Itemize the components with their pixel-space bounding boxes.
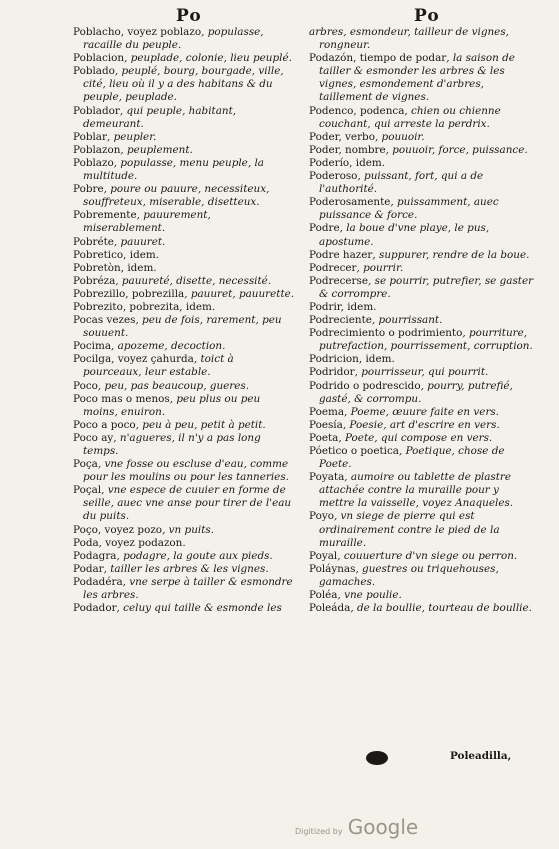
digitized-label: Digitized by bbox=[295, 827, 343, 836]
entry-definition: , apozeme, decoction. bbox=[111, 340, 226, 353]
entry-headword: Pobretico, idem. bbox=[73, 248, 160, 261]
entry-headword: Poco ay bbox=[73, 431, 114, 444]
dictionary-entry bbox=[73, 236, 295, 249]
entry-headword: Podenco, podenca bbox=[309, 104, 405, 117]
entry-headword: Poder, verbo bbox=[309, 130, 375, 143]
dictionary-entry bbox=[309, 353, 535, 366]
entry-definition: , vne serpe à tailler & esmondre les arbres. bbox=[83, 575, 293, 602]
entry-headword: Poblazo bbox=[73, 156, 114, 169]
entry-headword: Poco mas o menos bbox=[73, 392, 170, 405]
entry-headword: Podricion, idem. bbox=[309, 353, 395, 366]
entry-definition: , celuy qui taille & esmonde les bbox=[116, 602, 282, 615]
entry-definition: , Poesie, art d'escrire en vers. bbox=[342, 418, 500, 431]
dictionary-entry bbox=[309, 301, 535, 314]
entry-definition: , vne fosse ou escluse d'eau, comme pour les moulins ou pour les tanneries. bbox=[83, 458, 289, 484]
dictionary-entry bbox=[309, 170, 535, 196]
dictionary-entry bbox=[73, 301, 295, 314]
entry-definition: , podagre, la goute aux pieds. bbox=[116, 549, 273, 562]
dictionary-entry bbox=[73, 419, 295, 432]
dictionary-entry bbox=[73, 314, 295, 340]
dictionary-entry bbox=[73, 105, 295, 131]
entry-headword: Podrecimiento o podrimiento bbox=[309, 327, 463, 340]
entry-definition: , peupler. bbox=[106, 130, 157, 143]
entry-headword: Poblacion bbox=[73, 52, 125, 65]
dictionary-entry bbox=[73, 157, 295, 183]
entry-definition: , pourrisseur, qui pourrit. bbox=[354, 366, 489, 379]
entry-headword: Pobréte bbox=[73, 235, 114, 248]
entry-headword: Poláynas bbox=[309, 562, 356, 575]
entry-headword: Pobréza bbox=[73, 274, 116, 287]
dictionary-entry bbox=[73, 353, 295, 379]
entry-definition: , pauurement, miserablement. bbox=[83, 209, 211, 235]
entry-headword: Poblador bbox=[73, 104, 120, 117]
dictionary-entry bbox=[309, 131, 535, 144]
dictionary-entry bbox=[309, 157, 535, 170]
dictionary-entry bbox=[73, 393, 295, 419]
ink-blot bbox=[366, 751, 388, 765]
entry-definition: , Poeme, œuure faite en vers. bbox=[344, 405, 500, 418]
entry-definition: , Poetique, chose de Poete. bbox=[319, 445, 505, 471]
entry-headword: Podador bbox=[73, 602, 117, 615]
entry-headword: Poderosamente bbox=[309, 196, 391, 209]
entry-definition: , puissamment, auec puissance & force. bbox=[319, 196, 499, 222]
entry-definition: , vne espece de cuuier en forme de seille, auec vne anse pour tirer de l'eau du puits. bbox=[83, 484, 292, 523]
entry-definition: , peuplade, colonie, lieu peuplé. bbox=[124, 52, 292, 65]
digitized-watermark bbox=[295, 815, 418, 839]
dictionary-entry bbox=[73, 484, 295, 523]
entry-definition: , pauuret. bbox=[113, 235, 166, 248]
entry-headword: Poyata bbox=[309, 471, 345, 484]
entry-headword: Poça bbox=[73, 458, 98, 471]
entry-headword: Pobre bbox=[73, 183, 104, 196]
entry-definition: , pourrir. bbox=[356, 261, 404, 274]
dictionary-entry bbox=[73, 380, 295, 393]
entry-headword: Poder, nombre bbox=[309, 143, 386, 156]
entry-definition: , pourriture, putrefaction, pourrissement, corruption. bbox=[319, 327, 533, 353]
dictionary-entry bbox=[73, 26, 295, 52]
entry-headword: Poyo bbox=[309, 510, 334, 523]
entry-definition: , pouuoir. bbox=[374, 130, 425, 143]
entry-headword: Podre bbox=[309, 222, 340, 235]
entry-headword: Poblar bbox=[73, 130, 107, 143]
entry-definition: , chien ou chienne couchant, qui arreste la perdrix. bbox=[319, 104, 501, 130]
entry-definition: , qui peuple, habitant, demeurant. bbox=[83, 104, 237, 130]
dictionary-entry bbox=[309, 105, 535, 131]
entry-definition: , peu à peu, petit à petit. bbox=[135, 418, 266, 431]
entry-definition: , populasse, racaille du peuple. bbox=[83, 26, 264, 52]
entry-headword: Podrido o podrescido bbox=[309, 379, 421, 392]
entry-headword: Poesía bbox=[309, 418, 343, 431]
dictionary-entry bbox=[309, 471, 535, 510]
dictionary-entry bbox=[73, 537, 295, 550]
entry-headword: Podagra bbox=[73, 549, 117, 562]
dictionary-entry bbox=[309, 432, 535, 445]
entry-headword: Podridor bbox=[309, 366, 355, 379]
dictionary-entry bbox=[309, 589, 535, 602]
dictionary-entry bbox=[73, 432, 295, 458]
entry-definition: , suppurer, rendre de la boue. bbox=[372, 248, 530, 261]
entry-definition: , peu plus ou peu moins, enuiron. bbox=[83, 392, 261, 418]
dictionary-entry bbox=[73, 602, 295, 615]
entry-definition: , Poete, qui compose en vers. bbox=[338, 431, 493, 444]
dictionary-entry bbox=[309, 380, 535, 406]
dictionary-entry bbox=[73, 262, 295, 275]
entry-headword: Poyal bbox=[309, 549, 338, 562]
entry-definition: , pauuret, pauurette. bbox=[184, 287, 295, 300]
dictionary-entry bbox=[309, 262, 535, 275]
dictionary-entry bbox=[73, 144, 295, 157]
entry-definition: , de la boullie, tourteau de boullie. bbox=[350, 602, 532, 615]
running-head-left: Po bbox=[176, 6, 202, 26]
entry-headword: Poléa bbox=[309, 589, 338, 602]
dictionary-entry bbox=[309, 510, 535, 549]
entry-headword: Póetico o poetica bbox=[309, 445, 399, 457]
dictionary-entry bbox=[73, 340, 295, 353]
entry-definition: , se pourrir, putrefier, se gaster & corrompre. bbox=[319, 274, 534, 300]
entry-headword: Pobrezito, pobrezita, idem. bbox=[73, 300, 216, 313]
entry-headword: Pocas vezes bbox=[73, 314, 136, 327]
entry-definition: , pourry, putrefié, gasté, & corrompu. bbox=[319, 379, 513, 405]
entry-headword: Podreciente bbox=[309, 314, 372, 327]
dictionary-entry bbox=[73, 288, 295, 301]
dictionary-entry bbox=[309, 26, 535, 52]
dictionary-entry bbox=[309, 445, 535, 471]
left-column bbox=[73, 26, 295, 615]
entry-headword: Pobrezillo, pobrezilla bbox=[73, 287, 185, 300]
dictionary-entry bbox=[309, 222, 535, 248]
dictionary-entry bbox=[73, 52, 295, 65]
entry-headword: Podazón, tiempo de podar bbox=[309, 52, 447, 65]
entry-headword: Poleáda bbox=[309, 602, 351, 615]
entry-definition: arbres, esmondeur, tailleur de vignes, rongneur. bbox=[309, 26, 509, 52]
entry-headword: Poderoso bbox=[309, 170, 358, 183]
entry-definition: , tailler les arbres & les vignes. bbox=[103, 562, 269, 575]
entry-headword: Podar bbox=[73, 562, 104, 575]
dictionary-entry bbox=[73, 576, 295, 602]
entry-definition: , vne poulie. bbox=[337, 589, 402, 602]
entry-headword: Poema bbox=[309, 405, 345, 418]
dictionary-entry bbox=[73, 275, 295, 288]
entry-definition: , pourrissant. bbox=[371, 314, 443, 327]
dictionary-entry bbox=[73, 209, 295, 235]
entry-headword: Poco a poco bbox=[73, 418, 136, 431]
entry-headword: Poeta bbox=[309, 431, 339, 444]
entry-definition: , aumoire ou tablette de plastre attachée contre la muraille pour y mettre la vaisselle, voyez Anaqueles. bbox=[319, 471, 514, 510]
entry-headword: Podadéra bbox=[73, 575, 123, 588]
entry-headword: Poço, voyez pozo bbox=[73, 523, 163, 536]
dictionary-entry bbox=[309, 563, 535, 589]
entry-definition: , peuplement. bbox=[120, 143, 193, 156]
dictionary-entry bbox=[309, 249, 535, 262]
entry-headword: Podre hazer bbox=[309, 248, 373, 261]
dictionary-entry bbox=[73, 550, 295, 563]
dictionary-entry bbox=[309, 144, 535, 157]
dictionary-entry bbox=[309, 52, 535, 104]
dictionary-entry bbox=[73, 458, 295, 484]
entry-definition: , vn puits. bbox=[162, 523, 215, 536]
dictionary-entry bbox=[309, 550, 535, 563]
entry-definition: , poure ou pauure, necessiteux, souffreteux, miserable, disetteux. bbox=[83, 183, 270, 209]
entry-definition: , guestres ou triquehouses, gamaches. bbox=[319, 562, 499, 588]
entry-headword: Poblado bbox=[73, 65, 115, 78]
entry-headword: Poda, voyez podazon. bbox=[73, 536, 186, 549]
entry-headword: Pocima bbox=[73, 340, 112, 353]
entry-headword: Poblazon bbox=[73, 143, 121, 156]
entry-definition: , toict à pourceaux, leur estable. bbox=[83, 353, 234, 379]
entry-definition: , peu, pas beaucoup, gueres. bbox=[97, 379, 250, 392]
entry-definition: , peuplé, bourg, bourgade, ville, cité, lieu où il y a des habitans & du peuple, peuplade. bbox=[83, 65, 284, 104]
dictionary-entry bbox=[309, 602, 535, 615]
catchword: Poleadilla, bbox=[450, 750, 512, 762]
entry-headword: Pobremente bbox=[73, 209, 137, 222]
dictionary-entry bbox=[73, 249, 295, 262]
entry-definition: , puissant, fort, qui a de l'authorité. bbox=[319, 170, 484, 196]
entry-headword: Poçal bbox=[73, 484, 102, 497]
entry-headword: Podrecerse bbox=[309, 274, 369, 287]
entry-definition: , la boue d'vne playe, le pus, apostume. bbox=[319, 222, 490, 248]
dictionary-entry bbox=[309, 366, 535, 379]
entry-definition: , peu de fois, rarement, peu souuent. bbox=[83, 314, 282, 340]
dictionary-entry bbox=[309, 275, 535, 301]
entry-definition: , couuerture d'vn siege ou perron. bbox=[337, 549, 518, 562]
dictionary-entry bbox=[73, 183, 295, 209]
entry-headword: Poderío, idem. bbox=[309, 156, 386, 169]
entry-headword: Poblacho, voyez poblazo bbox=[73, 26, 202, 38]
entry-headword: Podrecer bbox=[309, 261, 357, 274]
entry-headword: Pobretòn, idem. bbox=[73, 261, 157, 274]
entry-headword: Podrir, idem. bbox=[309, 300, 377, 313]
dictionary-entry bbox=[73, 131, 295, 144]
dictionary-entry bbox=[309, 419, 535, 432]
entry-definition: , populasse, menu peuple, la multitude. bbox=[83, 156, 264, 183]
dictionary-entry bbox=[73, 563, 295, 576]
entry-definition: , n'agueres, il n'y a pas long temps. bbox=[83, 431, 261, 457]
entry-headword: Pocilga, voyez çahurda bbox=[73, 353, 194, 366]
dictionary-entry bbox=[73, 524, 295, 537]
entry-definition: , pouuoir, force, puissance. bbox=[385, 143, 528, 156]
dictionary-entry bbox=[309, 196, 535, 222]
entry-definition: , pauureté, disette, necessité. bbox=[115, 274, 272, 287]
entry-headword: Poco bbox=[73, 379, 98, 392]
entry-definition: , vn siege de pierre qui est ordinairement contre le pied de la muraille. bbox=[319, 510, 500, 549]
dictionary-entry bbox=[73, 65, 295, 104]
running-head-right: Po bbox=[414, 6, 440, 26]
google-logo: Google bbox=[347, 815, 419, 839]
entry-definition: , la saison de tailler & esmonder les arbres & les vignes, esmondement d'arbres, taillement de vignes. bbox=[319, 52, 515, 104]
dictionary-entry bbox=[309, 314, 535, 327]
dictionary-entry bbox=[309, 406, 535, 419]
dictionary-entry bbox=[309, 327, 535, 353]
right-column bbox=[309, 26, 535, 615]
